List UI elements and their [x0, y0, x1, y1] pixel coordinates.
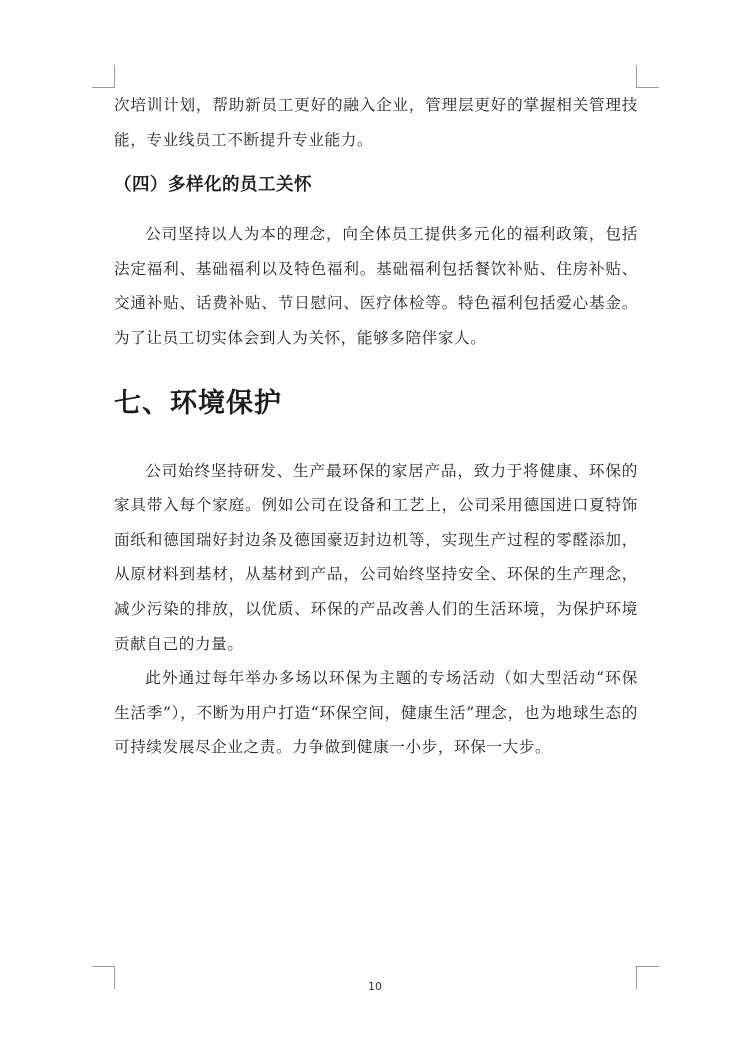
continuation-paragraph: 次培训计划，帮助新员工更好的融入企业，管理层更好的掌握相关管理技能，专业线员工不断提升专业能力。 [114, 96, 638, 149]
subsection-heading: （四）多样化的员工关怀 [114, 175, 312, 196]
page-corner-mark-top-right [636, 65, 659, 88]
employee-care-paragraph: 公司坚持以人为本的理念，向全体员工提供多元化的福利政策，包括法定福利、基础福利以及特色福利。基础福利包括餐饮补贴、住房补贴、交通补贴、话费补贴、节日慰问、医疗体检等。特色福利包括爱心基金。为了让员工切实体会到人为关怀，能够多陪伴家人。 [114, 225, 638, 347]
page-corner-mark-top-left [92, 65, 115, 88]
document-body [114, 88, 638, 765]
environment-paragraph-1: 公司始终坚持研发、生产最环保的家居产品，致力于将健康、环保的家具带入每个家庭。例如公司在设备和工艺上，公司采用德国进口夏特饰面纸和德国瑞好封边条及德国豪迈封边机等，实现生产过程的零醛添加，从原材料到基材，从基材到产品，公司始终坚持安全、环保的生产理念，减少污染的排放，以优质、环保的产品改善人们的生活环境，为保护环境贡献自己的力量。 [114, 461, 638, 653]
page-number: 10 [368, 980, 382, 993]
section-heading: 七、环境保护 [114, 387, 282, 419]
environment-paragraph-2: 此外通过每年举办多场以环保为主题的专场活动（如大型活动“环保生活季”），不断为用户打造“环保空间，健康生活”理念，也为地球生态的可持续发展尽企业之责。力争做到健康一小步，环保一大步。 [114, 669, 638, 757]
